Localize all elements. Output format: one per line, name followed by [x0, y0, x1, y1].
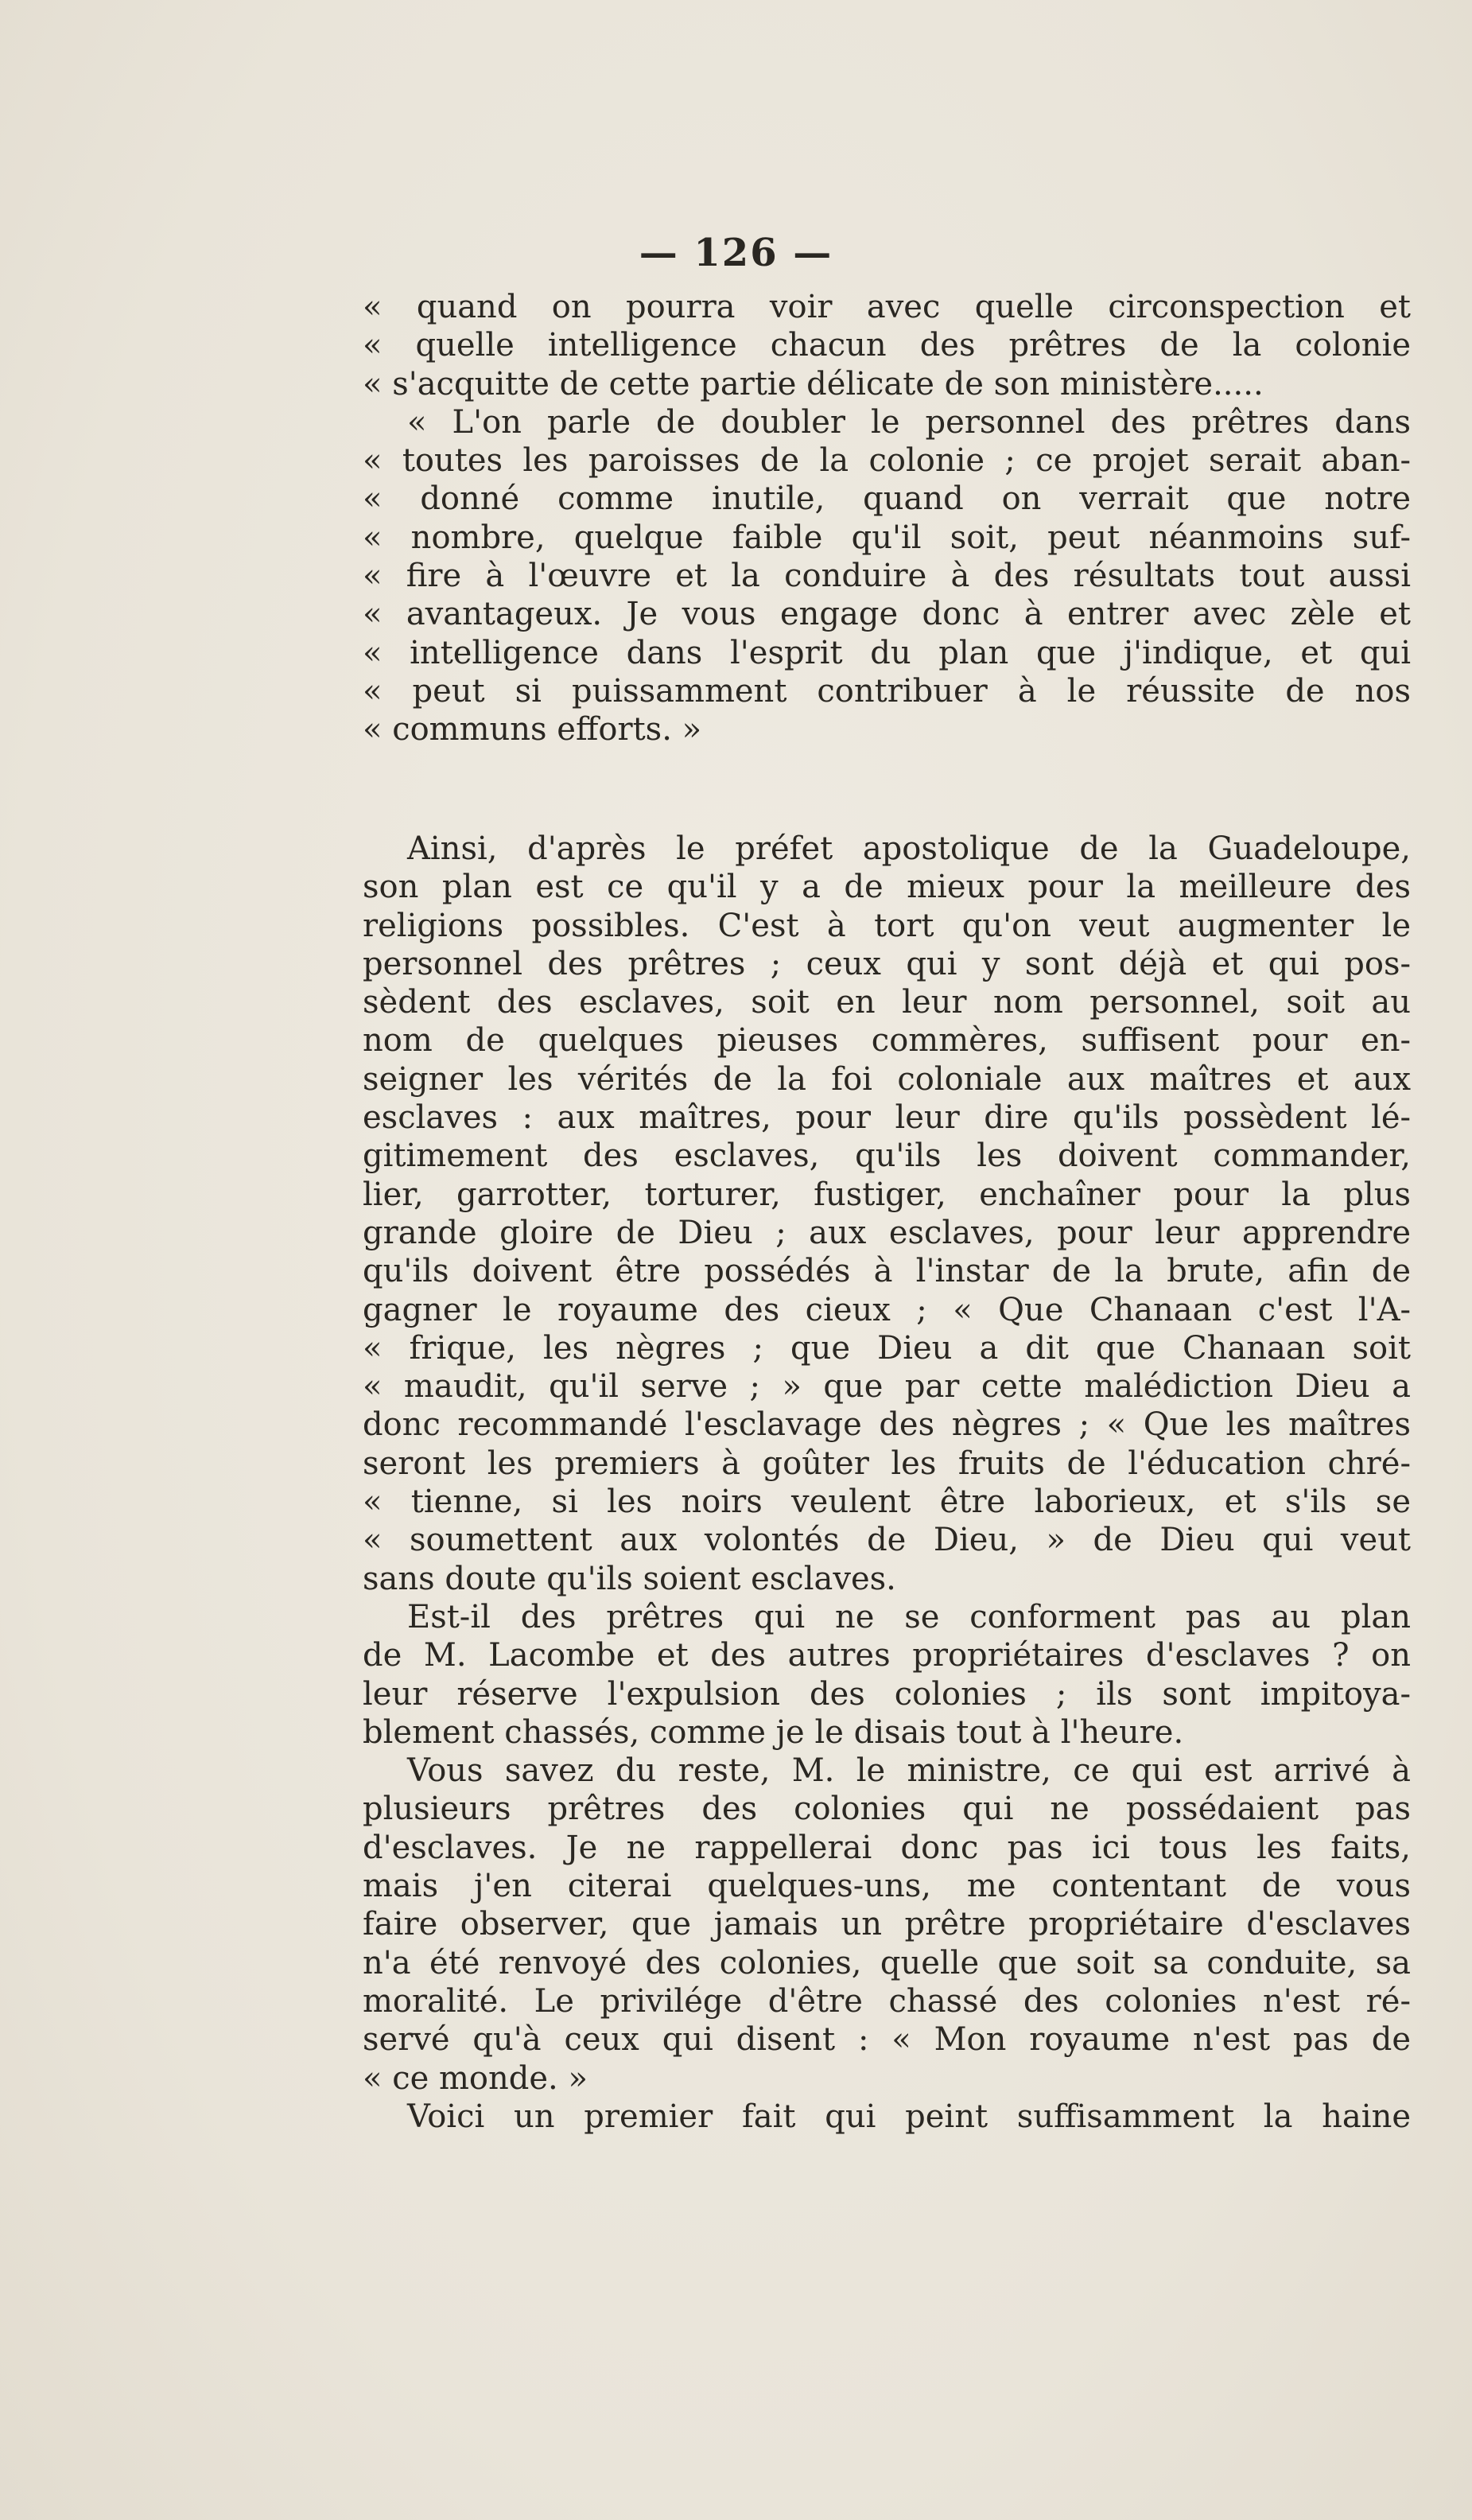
text-line: lier, garrotter, torturer, fustiger, enchaîner pour la plus: [363, 1176, 1411, 1213]
text-line: d'esclaves. Je ne rappellerai donc pas ici tous les faits,: [363, 1829, 1411, 1866]
text-line: « intelligence dans l'esprit du plan que j'indique, et qui: [363, 634, 1411, 671]
text-line: « toutes les paroisses de la colonie ; ce projet serait aban-: [363, 442, 1411, 480]
text-line: n'a été renvoyé des colonies, quelle que soit sa conduite, sa: [363, 1944, 1411, 1981]
text-line: Voici un premier fait qui peint suffisamment la haine: [407, 2098, 1411, 2135]
text-line: « tienne, si les noirs veulent être laborieux, et s'ils se: [363, 1484, 1411, 1521]
text-line: servé qu'à ceux qui disent : « Mon royaume n'est pas de: [363, 2021, 1411, 2059]
text-line: « L'on parle de doubler le personnel des prêtres dans: [407, 403, 1411, 441]
text-line: sèdent des esclaves, soit en leur nom personnel, soit au: [363, 984, 1411, 1021]
text-line: son plan est ce qu'il y a de mieux pour la meilleure des: [363, 869, 1411, 906]
text-line: Ainsi, d'après le préfet apostolique de la Guadeloupe,: [407, 830, 1411, 867]
text-line: « frique, les nègres ; que Dieu a dit que Chanaan soit: [363, 1329, 1411, 1367]
text-line: « communs efforts. »: [363, 711, 702, 749]
text-line: de M. Lacombe et des autres propriétaires d'esclaves ? on: [363, 1637, 1411, 1674]
text-line: « maudit, qu'il serve ; » que par cette malédiction Dieu a: [363, 1368, 1411, 1406]
text-line: donc recommandé l'esclavage des nègres ; « Que les maîtres: [363, 1406, 1411, 1444]
text-line: « soumettent aux volontés de Dieu, » de Dieu qui veut: [363, 1522, 1411, 1559]
text-line: sans doute qu'ils soient esclaves.: [363, 1560, 896, 1597]
text-line: religions possibles. C'est à tort qu'on veut augmenter le: [363, 907, 1411, 944]
text-line: « donné comme inutile, quand on verrait que notre: [363, 480, 1411, 518]
text-line: « ce monde. »: [363, 2059, 588, 2097]
page-number: — 126 —: [639, 231, 833, 275]
body-text: [363, 830, 1411, 2136]
text-line: seront les premiers à goûter les fruits de l'éducation chré-: [363, 1445, 1411, 1482]
text-line: seigner les vérités de la foi coloniale aux maîtres et aux: [363, 1060, 1411, 1098]
text-line: esclaves : aux maîtres, pour leur dire qu'ils possèdent lé-: [363, 1099, 1411, 1137]
text-line: leur réserve l'expulsion des colonies ; ils sont impitoya-: [363, 1675, 1411, 1713]
text-line: « s'acquitte de cette partie délicate de son ministère.....: [363, 365, 1264, 402]
text-line: mais j'en citerai quelques-uns, me contentant de vous: [363, 1868, 1411, 1905]
text-line: qu'ils doivent être possédés à l'instar de la brute, afin de: [363, 1253, 1411, 1290]
text-line: gagner le royaume des cieux ; « Que Chanaan c'est l'A-: [363, 1291, 1411, 1328]
text-line: « nombre, quelque faible qu'il soit, peut néanmoins suf-: [363, 519, 1411, 556]
text-line: personnel des prêtres ; ceux qui y sont déjà et qui pos-: [363, 945, 1411, 982]
text-line: moralité. Le privilége d'être chassé des colonies n'est ré-: [363, 1982, 1411, 2020]
text-line: « quand on pourra voir avec quelle circonspection et: [363, 289, 1411, 325]
text-line: faire observer, que jamais un prêtre propriétaire d'esclaves: [363, 1906, 1411, 1943]
quoted-letter: [363, 288, 1411, 749]
text-line: gitimement des esclaves, qu'ils les doivent commander,: [363, 1138, 1411, 1175]
text-line: blement chassés, comme je le disais tout à l'heure.: [363, 1713, 1184, 1751]
text-line: plusieurs prêtres des colonies qui ne possédaient pas: [363, 1791, 1411, 1828]
text-line: Vous savez du reste, M. le ministre, ce qui est arrivé à: [407, 1752, 1411, 1790]
text-line: « quelle intelligence chacun des prêtres de la colonie: [363, 327, 1411, 364]
text-line: « avantageux. Je vous engage donc à entrer avec zèle et: [363, 596, 1411, 633]
text-line: « fire à l'œuvre et la conduire à des résultats tout aussi: [363, 558, 1411, 595]
text-line: nom de quelques pieuses commères, suffisent pour en-: [363, 1022, 1411, 1060]
text-line: Est-il des prêtres qui ne se conforment pas au plan: [407, 1598, 1411, 1635]
text-line: grande gloire de Dieu ; aux esclaves, pour leur apprendre: [363, 1214, 1411, 1251]
text-line: « peut si puissamment contribuer à le réussite de nos: [363, 672, 1411, 710]
